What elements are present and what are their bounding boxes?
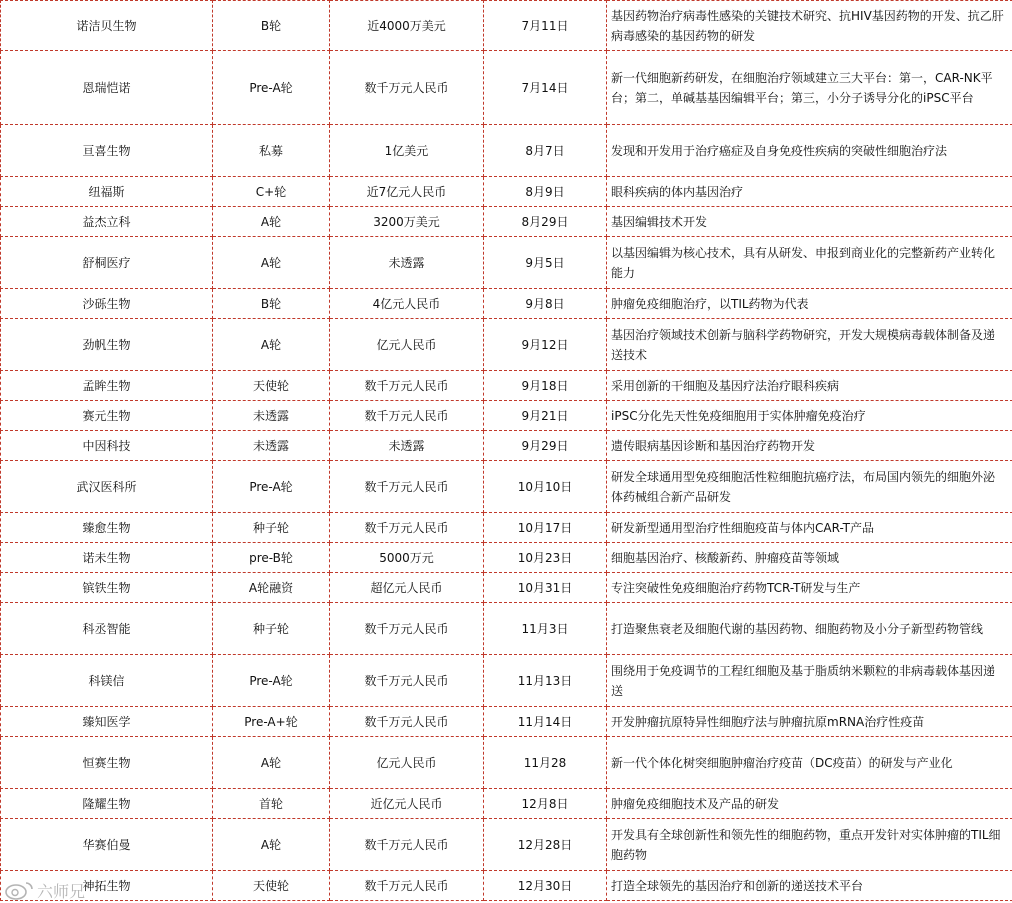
amount-cell: 数千万元人民币: [330, 371, 484, 401]
date-cell: 11月14日: [484, 707, 607, 737]
round-cell: A轮: [213, 737, 330, 789]
description-cell: 开发肿瘤抗原特异性细胞疗法与肿瘤抗原mRNA治疗性疫苗: [607, 707, 1012, 737]
round-cell: Pre-A轮: [213, 51, 330, 125]
description-cell: 新一代个体化树突细胞肿瘤治疗疫苗（DC疫苗）的研发与产业化: [607, 737, 1012, 789]
date-cell: 8月9日: [484, 177, 607, 207]
date-cell: 11月13日: [484, 655, 607, 707]
description-cell: 基因编辑技术开发: [607, 207, 1012, 237]
round-cell: pre-B轮: [213, 543, 330, 573]
amount-cell: 数千万元人民币: [330, 871, 484, 901]
table-row: [1, 543, 1012, 573]
amount-cell: 3200万美元: [330, 207, 484, 237]
amount-cell: 数千万元人民币: [330, 461, 484, 513]
date-cell: 9月18日: [484, 371, 607, 401]
description-cell: 打造聚焦衰老及细胞代谢的基因药物、细胞药物及小分子新型药物管线: [607, 603, 1012, 655]
table-row: [1, 1, 1012, 51]
amount-cell: 4亿元人民币: [330, 289, 484, 319]
round-cell: 天使轮: [213, 871, 330, 901]
date-cell: 7月14日: [484, 51, 607, 125]
company-cell: 劲帆生物: [1, 319, 213, 371]
round-cell: A轮: [213, 319, 330, 371]
table-row: [1, 461, 1012, 513]
company-cell: 镔铁生物: [1, 573, 213, 603]
description-cell: 研发新型通用型治疗性细胞疫苗与体内CAR-T产品: [607, 513, 1012, 543]
round-cell: B轮: [213, 1, 330, 51]
round-cell: A轮: [213, 819, 330, 871]
company-cell: 隆耀生物: [1, 789, 213, 819]
amount-cell: 数千万元人民币: [330, 513, 484, 543]
description-cell: 肿瘤免疫细胞技术及产品的研发: [607, 789, 1012, 819]
amount-cell: 1亿美元: [330, 125, 484, 177]
description-cell: 发现和开发用于治疗癌症及自身免疫性疾病的突破性细胞治疗法: [607, 125, 1012, 177]
watermark-text: 六师兄: [37, 881, 86, 901]
table-body: [1, 1, 1012, 901]
table-row: [1, 319, 1012, 371]
date-cell: 7月11日: [484, 1, 607, 51]
amount-cell: 5000万元: [330, 543, 484, 573]
company-cell: 臻愈生物: [1, 513, 213, 543]
company-cell: 亘喜生物: [1, 125, 213, 177]
company-cell: 舒桐医疗: [1, 237, 213, 289]
description-cell: iPSC分化先天性免疫细胞用于实体肿瘤免疫治疗: [607, 401, 1012, 431]
amount-cell: 近亿元人民币: [330, 789, 484, 819]
round-cell: 种子轮: [213, 513, 330, 543]
round-cell: 天使轮: [213, 371, 330, 401]
date-cell: 11月28: [484, 737, 607, 789]
table-row: [1, 573, 1012, 603]
round-cell: Pre-A+轮: [213, 707, 330, 737]
date-cell: 10月23日: [484, 543, 607, 573]
amount-cell: 未透露: [330, 431, 484, 461]
description-cell: 开发具有全球创新性和领先性的细胞药物，重点开发针对实体肿瘤的TIL细胞药物: [607, 819, 1012, 871]
company-cell: 诺未生物: [1, 543, 213, 573]
description-cell: 眼科疾病的体内基因治疗: [607, 177, 1012, 207]
company-cell: 科镁信: [1, 655, 213, 707]
description-cell: 基因药物治疗病毒性感染的关键技术研究、抗HIV基因药物的开发、抗乙肝病毒感染的基因药物的研发: [607, 1, 1012, 51]
description-cell: 基因治疗领域技术创新与脑科学药物研究，开发大规模病毒载体制备及递送技术: [607, 319, 1012, 371]
table-row: [1, 513, 1012, 543]
description-cell: 采用创新的干细胞及基因疗法治疗眼科疾病: [607, 371, 1012, 401]
date-cell: 8月29日: [484, 207, 607, 237]
company-cell: 益杰立科: [1, 207, 213, 237]
round-cell: A轮: [213, 207, 330, 237]
company-cell: 科丞智能: [1, 603, 213, 655]
amount-cell: 数千万元人民币: [330, 707, 484, 737]
amount-cell: 数千万元人民币: [330, 401, 484, 431]
round-cell: 未透露: [213, 431, 330, 461]
date-cell: 8月7日: [484, 125, 607, 177]
table-row: [1, 237, 1012, 289]
date-cell: 9月5日: [484, 237, 607, 289]
date-cell: 12月30日: [484, 871, 607, 901]
table-row: [1, 125, 1012, 177]
company-cell: 恩瑞恺诺: [1, 51, 213, 125]
amount-cell: 数千万元人民币: [330, 603, 484, 655]
amount-cell: 数千万元人民币: [330, 655, 484, 707]
amount-cell: 未透露: [330, 237, 484, 289]
description-cell: 遗传眼病基因诊断和基因治疗药物开发: [607, 431, 1012, 461]
table-row: [1, 289, 1012, 319]
amount-cell: 亿元人民币: [330, 737, 484, 789]
company-cell: 纽福斯: [1, 177, 213, 207]
amount-cell: 超亿元人民币: [330, 573, 484, 603]
description-cell: 细胞基因治疗、核酸新药、肿瘤疫苗等领域: [607, 543, 1012, 573]
round-cell: A轮融资: [213, 573, 330, 603]
date-cell: 10月31日: [484, 573, 607, 603]
company-cell: 孟眸生物: [1, 371, 213, 401]
table-row: [1, 819, 1012, 871]
description-cell: 以基因编辑为核心技术，具有从研发、申报到商业化的完整新药产业转化能力: [607, 237, 1012, 289]
amount-cell: 数千万元人民币: [330, 51, 484, 125]
date-cell: 12月28日: [484, 819, 607, 871]
date-cell: 10月17日: [484, 513, 607, 543]
table-row: [1, 789, 1012, 819]
table-row: [1, 431, 1012, 461]
round-cell: Pre-A轮: [213, 655, 330, 707]
date-cell: 9月8日: [484, 289, 607, 319]
description-cell: 打造全球领先的基因治疗和创新的递送技术平台: [607, 871, 1012, 901]
company-cell: 华赛伯曼: [1, 819, 213, 871]
date-cell: 9月21日: [484, 401, 607, 431]
date-cell: 11月3日: [484, 603, 607, 655]
company-cell: 诺洁贝生物: [1, 1, 213, 51]
date-cell: 12月8日: [484, 789, 607, 819]
company-cell: 沙砾生物: [1, 289, 213, 319]
table-row: [1, 401, 1012, 431]
round-cell: 私募: [213, 125, 330, 177]
amount-cell: 近4000万美元: [330, 1, 484, 51]
description-cell: 新一代细胞新药研发，在细胞治疗领域建立三大平台：第一，CAR-NK平台；第二，单碱基基因编辑平台；第三，小分子诱导分化的iPSC平台: [607, 51, 1012, 125]
description-cell: 肿瘤免疫细胞治疗，以TIL药物为代表: [607, 289, 1012, 319]
round-cell: A轮: [213, 237, 330, 289]
company-cell: 臻知医学: [1, 707, 213, 737]
table-row: [1, 51, 1012, 125]
date-cell: 10月10日: [484, 461, 607, 513]
table-row: [1, 737, 1012, 789]
description-cell: 围绕用于免疫调节的工程红细胞及基于脂质纳米颗粒的非病毒载体基因递送: [607, 655, 1012, 707]
company-cell: 恒赛生物: [1, 737, 213, 789]
amount-cell: 亿元人民币: [330, 319, 484, 371]
round-cell: 首轮: [213, 789, 330, 819]
round-cell: 未透露: [213, 401, 330, 431]
company-cell: 赛元生物: [1, 401, 213, 431]
table-row: [1, 603, 1012, 655]
table-row: [1, 371, 1012, 401]
amount-cell: 近7亿元人民币: [330, 177, 484, 207]
table-row: [1, 655, 1012, 707]
round-cell: 种子轮: [213, 603, 330, 655]
company-cell: 中因科技: [1, 431, 213, 461]
table-row: [1, 871, 1012, 901]
company-cell: 武汉医科所: [1, 461, 213, 513]
table-row: [1, 207, 1012, 237]
description-cell: 专注突破性免疫细胞治疗药物TCR-T研发与生产: [607, 573, 1012, 603]
round-cell: Pre-A轮: [213, 461, 330, 513]
date-cell: 9月29日: [484, 431, 607, 461]
table-row: [1, 177, 1012, 207]
amount-cell: 数千万元人民币: [330, 819, 484, 871]
round-cell: C+轮: [213, 177, 330, 207]
description-cell: 研发全球通用型免疫细胞活性粒细胞抗癌疗法，布局国内领先的细胞外泌体药械组合新产品研发: [607, 461, 1012, 513]
date-cell: 9月12日: [484, 319, 607, 371]
company-cell: 神拓生物: [1, 871, 213, 901]
table-row: [1, 707, 1012, 737]
round-cell: B轮: [213, 289, 330, 319]
